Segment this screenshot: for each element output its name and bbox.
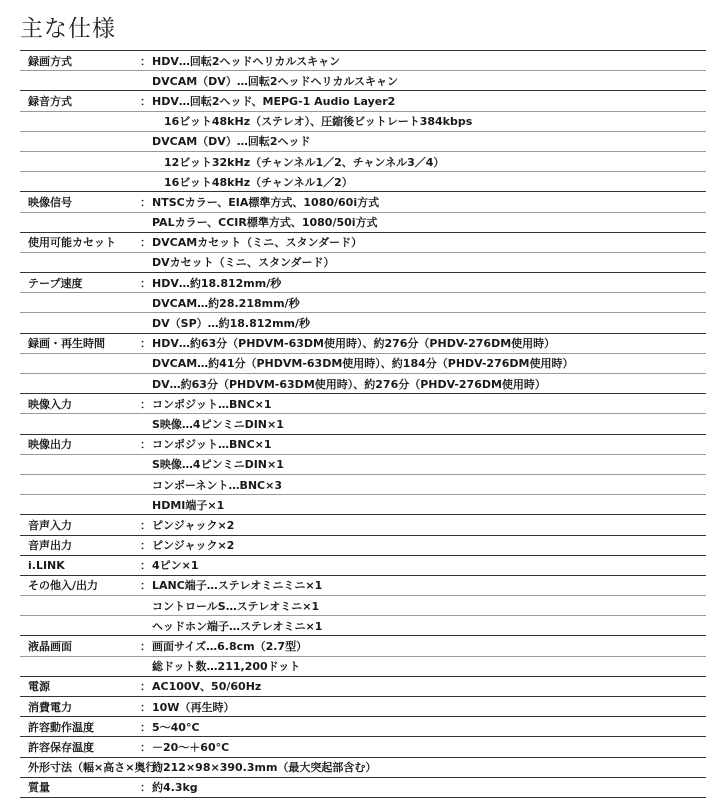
spec-value: ピンジャック×2	[152, 539, 235, 553]
spec-row	[20, 677, 706, 696]
spec-value: DVCAM…約41分（PHDVM-63DM使用時）、約184分（PHDV-276DM使用時）	[152, 357, 574, 371]
spec-value: 総ドット数…211,200ドット	[152, 660, 301, 674]
spec-row	[20, 494, 706, 514]
spec-row	[20, 615, 706, 635]
spec-label: 液晶画面	[28, 640, 72, 654]
spec-label: 音声出力	[28, 539, 72, 553]
spec-row	[20, 312, 706, 332]
spec-group	[20, 50, 706, 90]
spec-row	[20, 273, 706, 292]
spec-group	[20, 716, 706, 736]
spec-value: PALカラー、CCIR標準方式、1080/50i方式	[152, 216, 378, 230]
spec-separator	[140, 93, 152, 109]
spec-label: 音声入力	[28, 518, 72, 532]
spec-label: 電源	[28, 680, 50, 694]
spec-row	[20, 576, 706, 595]
spec-row	[20, 131, 706, 151]
spec-label: 映像出力	[28, 438, 72, 452]
spec-row	[20, 435, 706, 454]
spec-value: HDV…回転2ヘッド、MEPG-1 Audio Layer2	[152, 94, 396, 108]
spec-value: 10W（再生時）	[152, 700, 235, 714]
spec-group	[20, 434, 706, 515]
spec-row	[20, 252, 706, 272]
spec-value: S映像…4ピンミニDIN×1	[152, 417, 284, 431]
spec-value: コンポーネント…BNC×3	[152, 478, 282, 492]
spec-value: コンポジット…BNC×1	[152, 397, 272, 411]
spec-row	[20, 656, 706, 676]
spec-separator	[140, 436, 152, 452]
spec-group	[20, 535, 706, 555]
spec-label: 許容保存温度	[28, 740, 94, 754]
spec-group	[20, 777, 706, 798]
spec-separator	[140, 234, 152, 250]
spec-separator	[140, 335, 152, 351]
spec-row	[20, 556, 706, 575]
spec-group	[20, 272, 706, 333]
spec-label: 録画・再生時間	[28, 337, 105, 351]
spec-group	[20, 333, 706, 394]
spec-separator	[140, 638, 152, 654]
spec-row	[20, 171, 706, 191]
spec-value: ヘッドホン端子…ステレオミニ×1	[152, 619, 323, 633]
spec-row	[20, 758, 706, 777]
spec-group	[20, 90, 706, 191]
spec-value: DVCAM…約28.218mm/秒	[152, 296, 300, 310]
spec-separator	[140, 577, 152, 593]
spec-row	[20, 717, 706, 736]
spec-value: S映像…4ピンミニDIN×1	[152, 458, 284, 472]
spec-value: コントロールS…ステレオミニ×1	[152, 599, 320, 613]
spec-row	[20, 697, 706, 716]
spec-row	[20, 778, 706, 797]
spec-group	[20, 696, 706, 716]
spec-value: 約212×98×390.3mm（最大突起部含む）	[152, 761, 377, 775]
spec-separator	[140, 557, 152, 573]
spec-separator	[140, 537, 152, 553]
spec-value: HDMI端子×1	[152, 498, 225, 512]
spec-row	[20, 91, 706, 110]
spec-value: DVCAMカセット（ミニ、スタンダード）	[152, 236, 363, 250]
spec-label: テープ速度	[28, 276, 83, 290]
spec-value: 12ビット32kHz（チャンネル1／2、チャンネル3／4）	[164, 155, 445, 169]
spec-separator	[140, 678, 152, 694]
spec-group	[20, 232, 706, 272]
spec-row	[20, 212, 706, 232]
spec-label: 許容動作温度	[28, 720, 94, 734]
spec-row	[20, 413, 706, 433]
spec-label: 録画方式	[28, 54, 72, 68]
spec-label: 外形寸法（幅×高さ×奥行）	[28, 761, 168, 775]
spec-label: 映像入力	[28, 397, 72, 411]
spec-label: 使用可能カセット	[28, 236, 116, 250]
spec-group	[20, 757, 706, 777]
spec-separator	[140, 53, 152, 69]
spec-row	[20, 151, 706, 171]
spec-value: 4ピン×1	[152, 559, 199, 573]
spec-row	[20, 536, 706, 555]
spec-value: HDV…約18.812mm/秒	[152, 276, 282, 290]
spec-label: 質量	[28, 781, 50, 795]
spec-value: HDV…回転2ヘッドヘリカルスキャン	[152, 54, 341, 68]
spec-group	[20, 393, 706, 433]
spec-separator	[140, 699, 152, 715]
spec-label: i.LINK	[28, 558, 65, 572]
spec-group	[20, 555, 706, 575]
spec-value: DVCAM（DV）…回転2ヘッドヘリカルスキャン	[152, 74, 399, 88]
spec-row	[20, 292, 706, 312]
spec-label: 消費電力	[28, 700, 72, 714]
spec-row	[20, 595, 706, 615]
spec-value: NTSCカラー、EIA標準方式、1080/60i方式	[152, 195, 380, 209]
spec-row	[20, 353, 706, 373]
spec-value: 5〜40°C	[152, 720, 200, 734]
spec-separator	[140, 759, 152, 775]
spec-row	[20, 515, 706, 534]
spec-group	[20, 191, 706, 231]
spec-value: 画面サイズ…6.8cm（2.7型）	[152, 640, 308, 654]
spec-row	[20, 474, 706, 494]
spec-value: 16ビット48kHz（チャンネル1／2）	[164, 175, 353, 189]
spec-label: 録音方式	[28, 94, 72, 108]
spec-value: －20〜＋60°C	[152, 740, 230, 754]
spec-row	[20, 373, 706, 393]
spec-row	[20, 636, 706, 655]
spec-separator	[140, 739, 152, 755]
spec-separator	[140, 779, 152, 795]
spec-value: 約4.3kg	[152, 781, 198, 795]
page-title: 主な仕様	[20, 16, 116, 42]
spec-separator	[140, 194, 152, 210]
spec-value: DV（SP）…約18.812mm/秒	[152, 317, 311, 331]
spec-group	[20, 635, 706, 675]
spec-separator	[140, 719, 152, 735]
spec-label: その他入/出力	[28, 579, 99, 593]
spec-value: DVCAM（DV）…回転2ヘッド	[152, 135, 311, 149]
spec-value: AC100V、50/60Hz	[152, 680, 262, 694]
spec-value: コンポジット…BNC×1	[152, 438, 272, 452]
spec-row	[20, 111, 706, 131]
spec-label: 映像信号	[28, 195, 72, 209]
spec-value: 16ビット48kHz（ステレオ）、圧縮後ビットレート384kbps	[164, 115, 473, 129]
spec-group	[20, 676, 706, 696]
spec-group	[20, 575, 706, 636]
spec-group	[20, 514, 706, 534]
spec-row	[20, 51, 706, 70]
spec-row	[20, 737, 706, 756]
spec-row	[20, 454, 706, 474]
spec-value: LANC端子…ステレオミニミニ×1	[152, 579, 323, 593]
spec-separator	[140, 517, 152, 533]
spec-value: DVカセット（ミニ、スタンダード）	[152, 256, 335, 270]
spec-row	[20, 233, 706, 252]
spec-value: DV…約63分（PHDVM-63DM使用時）、約276分（PHDV-276DM使用時）	[152, 377, 546, 391]
spec-value: ピンジャック×2	[152, 518, 235, 532]
spec-table	[20, 50, 706, 798]
spec-row	[20, 192, 706, 211]
spec-group	[20, 736, 706, 756]
spec-value: HDV…約63分（PHDVM-63DM使用時）、約276分（PHDV-276DM使用時）	[152, 337, 556, 351]
spec-separator	[140, 275, 152, 291]
spec-row	[20, 334, 706, 353]
spec-row	[20, 70, 706, 90]
spec-separator	[140, 396, 152, 412]
spec-row	[20, 394, 706, 413]
